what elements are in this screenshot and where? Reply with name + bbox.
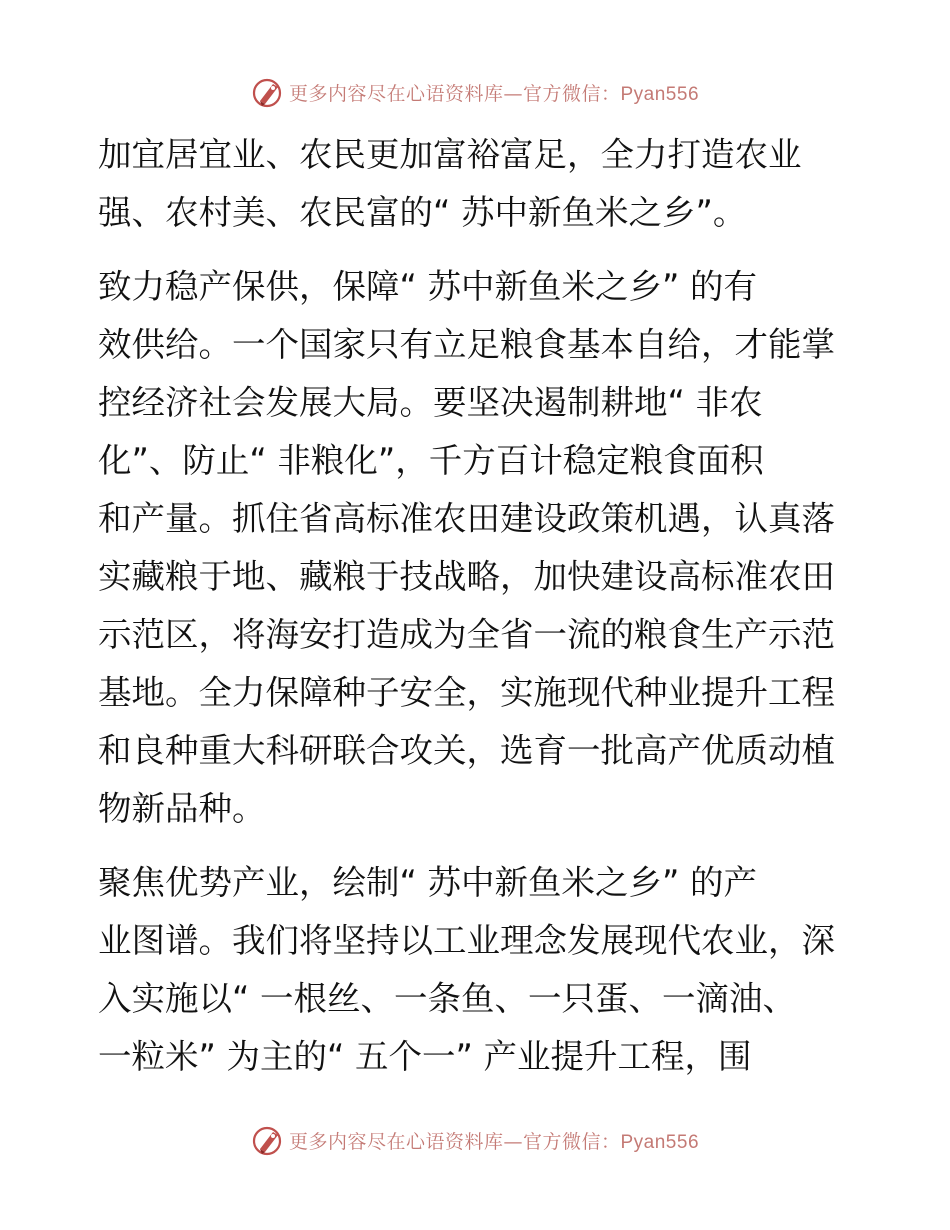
text-line: 致力稳产保供，保障“ 苏中新鱼米之乡” 的有 <box>98 267 758 306</box>
text-line: 基地。全力保障种子安全，实施现代种业提升工程 <box>98 673 835 712</box>
text-line: 和良种重大科研联合攻关，选育一批高产优质动植 <box>98 731 835 770</box>
footer-watermark <box>0 1120 950 1160</box>
paragraph-1 <box>98 126 858 242</box>
watermark-text: 更多内容尽在心语资料库—官方微信：Pyan556 <box>288 82 700 105</box>
watermark-text: 更多内容尽在心语资料库—官方微信：Pyan556 <box>288 1130 700 1153</box>
text-line: 聚焦优势产业，绘制“ 苏中新鱼米之乡” 的产 <box>98 863 758 902</box>
paragraph-2 <box>98 258 858 838</box>
text-line: 一粒米” 为主的“ 五个一” 产业提升工程，围 <box>98 1037 752 1076</box>
text-line: 和产量。抓住省高标准农田建设政策机遇，认真落 <box>98 499 835 538</box>
text-line: 加宜居宜业、农民更加富裕富足，全力打造农业 <box>98 135 802 174</box>
text-line: 化”、防止“ 非粮化”，千方百计稳定粮食面积 <box>98 441 764 480</box>
text-line: 效供给。一个国家只有立足粮食基本自给，才能掌 <box>98 325 835 364</box>
pen-logo-icon <box>251 1123 285 1157</box>
text-line: 控经济社会发展大局。要坚决遏制耕地“ 非农 <box>98 383 763 422</box>
watermark-wechat-id: Pyan556 <box>620 1131 700 1153</box>
pen-logo-icon <box>251 75 285 109</box>
text-line: 实藏粮于地、藏粮于技战略，加快建设高标准农田 <box>98 557 835 596</box>
text-line: 示范区，将海安打造成为全省一流的粮食生产示范 <box>98 615 835 654</box>
watermark-wechat-id: Pyan556 <box>620 83 700 105</box>
text-line: 物新品种。 <box>98 789 266 828</box>
paragraph-3 <box>98 854 858 1086</box>
text-line: 业图谱。我们将坚持以工业理念发展现代农业，深 <box>98 921 835 960</box>
text-line: 强、农村美、农民富的“ 苏中新鱼米之乡”。 <box>98 193 747 232</box>
header-watermark <box>0 72 950 112</box>
document-body <box>98 126 858 1086</box>
text-line: 入实施以“ 一根丝、一条鱼、一只蛋、一滴油、 <box>98 979 797 1018</box>
